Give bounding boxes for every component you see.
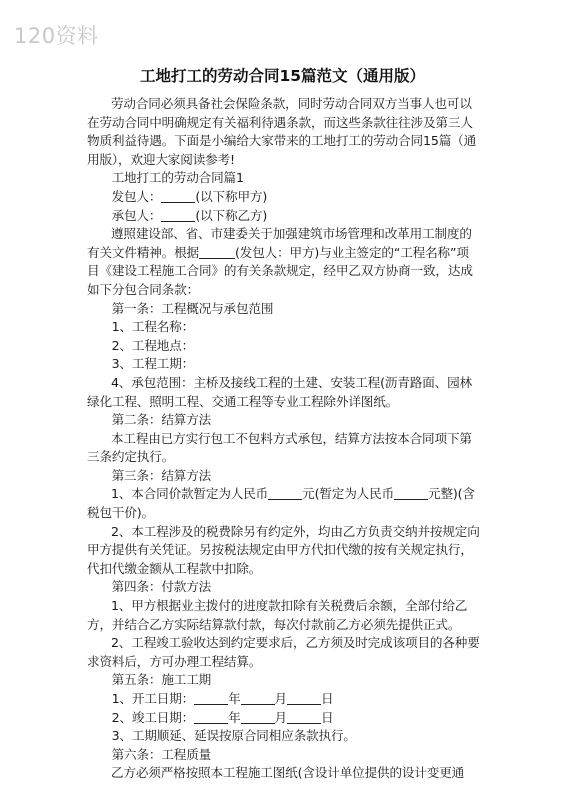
contract-heading: 工地打工的劳动合同篇1 [111, 170, 244, 186]
article-5-heading: 第五条：施工工期 [111, 672, 212, 688]
blank-field [287, 710, 321, 724]
clause-4-1: 1、甲方根据业主拨付的进度款扣除有关税费后余额，全部付给乙方，并结合乙方实际结算款付款，每次付款前乙方必须先提供正式。 [87, 598, 468, 632]
clause-1-2: 2、工程地点： [111, 337, 195, 353]
blank-field [268, 486, 302, 500]
blank-field [241, 691, 275, 705]
clause-4-2: 2、工程竣工验收达到约定要求后，乙方须及时完成该项目的各种要求资料后，方可办理工程结算。 [87, 635, 480, 669]
party-b-line: 承包人： (以下称乙方) [111, 207, 268, 223]
intro-paragraph: 劳动合同必须具备社会保险条款，同时劳动合同双方当事人也可以在劳动合同中明确规定有关福利待遇条款，而这些条款往往涉及第三人物质利益待遇。下面是小编给大家带来的工地打工的劳动合同15篇（通用版），欢迎大家阅读参考! [87, 96, 477, 167]
basis-paragraph: 遵照建设部、省、市建委关于加强建筑市场管理和改革用工制度的有关文件精神。根据 (发包人：甲方)与业主签定的“工程名称”项目《建设工程施工合同》的有关条款规定，经甲乙双方协商一致，达成如下分包合同条款： [87, 226, 473, 297]
clause-5-3: 3、工期顺延、延误按原合同相应条款执行。 [111, 728, 356, 744]
blank-field [194, 710, 228, 724]
article-2-heading: 第二条：结算方法 [111, 412, 212, 428]
clause-1-3: 3、工程工期： [111, 356, 195, 372]
clause-5-2: 2、竣工日期： 年 月 日 [111, 709, 334, 725]
blank-field [241, 710, 275, 724]
clause-1-4: 4、承包范围：主桥及接线工程的土建、安装工程(沥青路面、园林绿化工程、照明工程、交通工程等专业工程除外详图纸。 [87, 374, 472, 409]
clause-1-1: 1、工程名称： [111, 319, 195, 335]
article-4-heading: 第四条：付款方法 [111, 579, 212, 595]
clause-5-1: 1、开工日期： 年 月 日 [111, 691, 334, 706]
watermark: 120资料 [14, 24, 99, 48]
clause-3-1: 1、本合同价款暂定为人民币 元(暂定为人民币 元整)(含税包干价)。 [87, 486, 475, 521]
blank-field [394, 486, 428, 500]
blank-field [199, 245, 235, 259]
blank-field [161, 208, 195, 222]
blank-field [194, 691, 228, 705]
blank-field [287, 691, 321, 705]
party-a-line: 发包人： (以下称甲方) [111, 188, 268, 204]
document-title: 工地打工的劳动合同15篇范文（通用版） [139, 67, 426, 85]
clause-3-2: 2、本工程涉及的税费除另有约定外，均由乙方负责交纳并按规定向甲方提供有关凭证。另按税法规定由甲方代扣代缴的按有关规定执行，代扣代缴金额从工程款中扣除。 [87, 523, 480, 576]
article-6-body: 乙方必须严格按照本工程施工图纸(含设计单位提供的设计变更通 [110, 765, 465, 781]
blank-field [161, 189, 195, 203]
article-3-heading: 第三条：结算方法 [111, 467, 212, 483]
article-6-heading: 第六条：工程质量 [111, 746, 212, 762]
article-2-body: 本工程由已方实行包工不包料方式承包，结算方法按本合同项下第三条约定执行。 [87, 430, 472, 465]
document-body [87, 95, 481, 783]
article-1-heading: 第一条：工程概况与承包范围 [111, 300, 274, 316]
